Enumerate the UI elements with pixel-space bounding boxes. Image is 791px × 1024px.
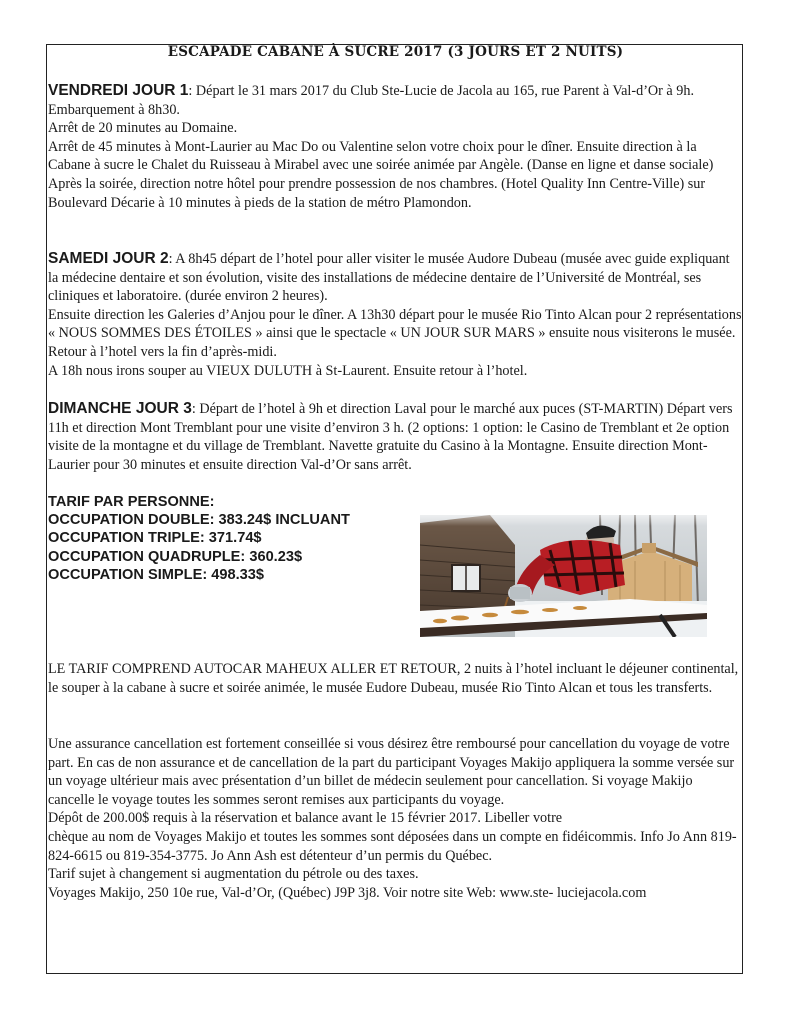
saturday-section: [48, 250, 742, 380]
includes-section: [48, 660, 742, 697]
tarif-triple: OCCUPATION TRIPLE: 371.74$: [48, 530, 262, 547]
friday-line-1: VENDREDI JOUR 1: Départ le 31 mars 2017 du Club Ste-Lucie de Jacola au 165, rue Parent à Val-d’Or à 9h. Embarquement à 8h30.: [48, 82, 695, 118]
friday-line-2: Arrêt de 20 minutes au Domaine.: [48, 120, 238, 137]
conditions-line-1: Une assurance cancellation est fortement conseillée si vous désirez être remboursé pour cancellation du voyage de votre part. En cas de non assurance et de cancellation de la part du participant Voyages Makijo appliquera la somme versée sur un voyage ultérieur mais avec présentation d’un billet de médecin seulement pour cancellation. Si voyage Makijo cancelle le voyage toutes les sommes seront remises aux participants du voyage.: [48, 736, 735, 808]
sugar-shack-photo: [420, 515, 707, 637]
tarif-block: [48, 493, 350, 584]
tarif-double: OCCUPATION DOUBLE: 383.24$ INCLUANT: [48, 512, 350, 529]
sunday-section: [48, 400, 742, 474]
saturday-line-1: SAMEDI JOUR 2: A 8h45 départ de l’hotel pour aller visiter le musée Audore Dubeau (musée avec guide expliquant la médecine dentaire et son évolution, visite des installations de médecine dentaire de l’Université de Montréal, ses cliniques et laboratoire. (durée environ 2 heures).: [48, 250, 730, 305]
sunday-line-1: DIMANCHE JOUR 3: Départ de l’hotel à 9h et direction Laval pour le marché aux puces (ST-MARTIN) Départ vers 11h et direction Mont Tremblant pour une visite d’environ 3 h. (2 options: 1 option: le Casino de Tremblant et 2e option visite de la montagne et du village de Tremblant. Navette gratuite du Casino à la Montagne. Ensuite direction Mont-Laurier pour 30 minutes et ensuite direction Val-d’Or sans arrêt.: [48, 400, 733, 473]
conditions-line-2: Dépôt de 200.00$ requis à la réservation et balance avant le 15 février 2017. Libeller votre: [48, 810, 563, 827]
tarif-simple: OCCUPATION SIMPLE: 498.33$: [48, 566, 264, 583]
photo-top-fade: [408, 506, 708, 526]
tarif-header: TARIF PAR PERSONNE:: [48, 494, 215, 510]
friday-line-3: Arrêt de 45 minutes à Mont-Laurier au Mac Do ou Valentine selon votre choix pour le dîner. Ensuite direction à la Cabane à sucre le Chalet du Ruisseau à Mirabel avec une soirée animée par Angèle. (Danse en ligne et danse sociale): [48, 138, 714, 174]
friday-line-4: Après la soirée, direction notre hôtel pour prendre possession de nos chambres. (Hotel Quality Inn Centre-Ville) sur Boulevard Décarie à 10 minutes à pieds de la station de métro Plamondon.: [48, 175, 706, 211]
friday-label: VENDREDI JOUR 1: [48, 82, 189, 99]
friday-section: [48, 82, 742, 212]
conditions-section: [48, 735, 742, 902]
tarif-quadruple: OCCUPATION QUADRUPLE: 360.23$: [48, 548, 303, 565]
conditions-line-5: Voyages Makijo, 250 10e rue, Val-d’Or, (Québec) J9P 3j8. Voir notre site Web: www.ste- luciejacola.com: [48, 884, 647, 901]
conditions-line-4: Tarif sujet à changement si augmentation du pétrole ou des taxes.: [48, 866, 419, 883]
includes-text: LE TARIF COMPREND AUTOCAR MAHEUX ALLER ET RETOUR, 2 nuits à l’hotel incluant le déjeuner continental, le souper à la cabane à sucre et soirée animée, le musée Eudore Dubeau, musée Rio Tinto Alcan et tous les transferts.: [48, 661, 739, 696]
sunday-label: DIMANCHE JOUR 3: [48, 400, 192, 417]
saturday-line-2: Ensuite direction les Galeries d’Anjou pour le dîner. A 13h30 départ pour le musée Rio Tinto Alcan pour 2 représentations « NOUS SOMMES DES ÉTOILES » ainsi que le spectacle « UN JOUR SUR MARS » ensuite nous visiterons le musée. Retour à l’hotel vers la fin d’après-midi.: [48, 306, 742, 360]
conditions-line-3: chèque au nom de Voyages Makijo et toutes les sommes sont déposées dans un compte en fidéicommis. Info Jo Ann 819-824-6615 ou 819-354-3775. Jo Ann Ash est détenteur d’un permis du Québec.: [48, 828, 737, 864]
saturday-line-3: A 18h nous irons souper au VIEUX DULUTH à St-Laurent. Ensuite retour à l’hotel.: [48, 362, 528, 379]
page-title: ESCAPADE CABANE À SUCRE 2017 (3 JOURS ET 2 NUITS): [167, 44, 624, 60]
saturday-label: SAMEDI JOUR 2: [48, 250, 169, 267]
